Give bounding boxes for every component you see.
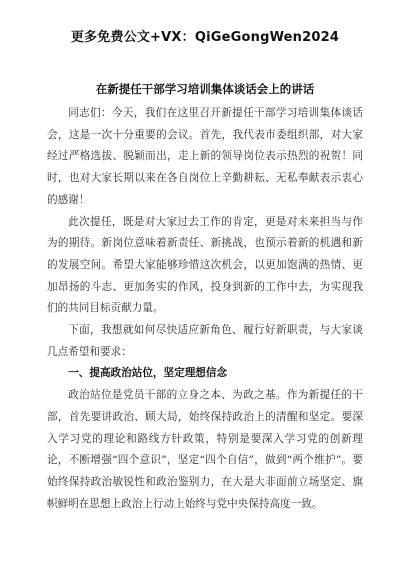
document-body [47,103,363,515]
header-banner: 更多免费公文+VX：QiGeGongWen2024 [70,30,340,45]
document-title: 在新提任干部学习培训集体谈话会上的讲话 [95,82,315,96]
paragraph-greeting: 同志们：今天，我们在这里召开新提任干部学习培训集体谈话会，这是一次十分重要的会议。首先，我代表市委组织部，对大家经过严格选拔、脱颖而出，走上新的领导岗位表示热烈的祝贺！同时，也对大家长期以来在各自岗位上辛勤耕耘、无私奉献表示衷心的感谢！ [47,107,363,206]
section-heading: 一、提高政治站位，坚定理想信念 [68,367,228,380]
paragraph-intro: 下面，我想就如何尽快适应新角色、履行好新职责，与大家谈几点希望和要求： [47,324,363,358]
paragraph-expectation: 此次提任，既是对大家过去工作的肯定，更是对未来担当与作为的期待。新岗位意味着新责任、新挑战，也预示着新的机遇和新的发展空间。希望大家能够珍惜这次机会，以更加饱满的热情、更加昂扬的斗志、更加务实的作风，投身到新的工作中去，为实现我们的共同目标贡献力量。 [47,215,363,315]
paragraph-section-1: 政治站位是党员干部的立身之本、为政之基。作为新提任的干部，首先要讲政治、顾大局，始终保持政治上的清醒和坚定。要深入学习党的理论和路线方针政策，特别是要深入学习党的创新理论，不断增强“四个意识”，坚定“四个自信”，做到“两个维护”。要始终保持政治敏锐性和政治鉴别力，在大是大非面前立场坚定、旗帜鲜明在思想上政治上行动上始终与党中央保持高度一致。 [47,389,363,510]
